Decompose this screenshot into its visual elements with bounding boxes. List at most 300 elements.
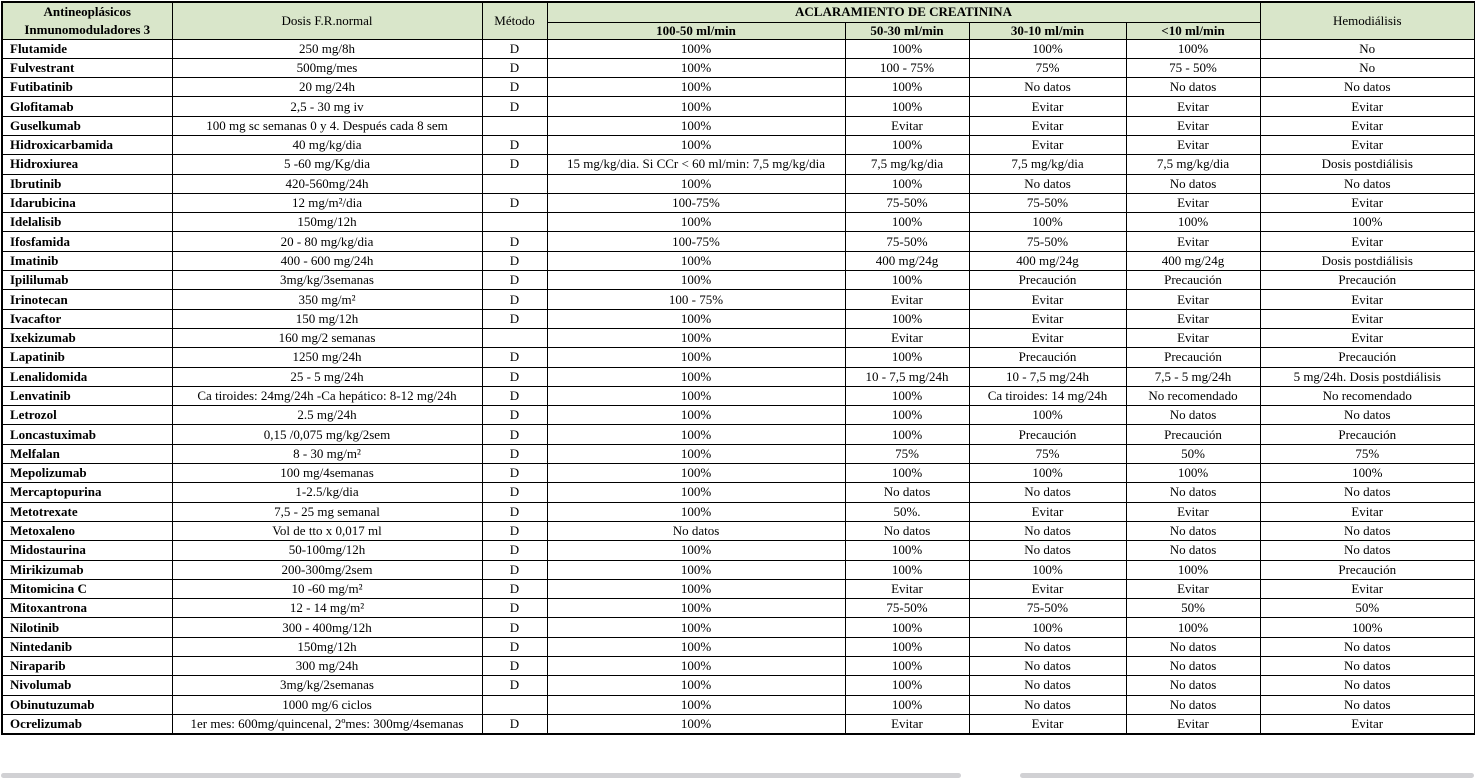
crcl-30-10-cell: 100% (969, 39, 1126, 58)
crcl-30-10-cell: Evitar (969, 116, 1126, 135)
dose-cell: 25 - 5 mg/24h (172, 367, 482, 386)
crcl-30-10-cell: No datos (969, 541, 1126, 560)
crcl-50-30-cell: 75-50% (845, 232, 969, 251)
table-row (2, 541, 1475, 560)
dose-cell: 0,15 /0,075 mg/kg/2sem (172, 425, 482, 444)
drug-name-cell: Ipililumab (2, 271, 172, 290)
hemodialysis-cell: No (1260, 39, 1475, 58)
crcl-30-10-cell: 100% (969, 406, 1126, 425)
crcl-lt10-cell: 75 - 50% (1126, 58, 1260, 77)
crcl-100-50-cell: 100% (547, 714, 845, 733)
table-row (2, 521, 1475, 540)
crcl-50-30-cell: 400 mg/24g (845, 251, 969, 270)
crcl-lt10-cell: Evitar (1126, 290, 1260, 309)
crcl-100-50-cell: 100% (547, 213, 845, 232)
hemodialysis-cell: No datos (1260, 676, 1475, 695)
dose-cell: 100 mg sc semanas 0 y 4. Después cada 8 sem (172, 116, 482, 135)
crcl-100-50-cell: 100% (547, 541, 845, 560)
crcl-30-10-cell: 75% (969, 444, 1126, 463)
dose-cell: 200-300mg/2sem (172, 560, 482, 579)
header-crcl-lt10: <10 ml/min (1126, 22, 1260, 39)
dose-cell: 12 - 14 mg/m² (172, 599, 482, 618)
table-row (2, 367, 1475, 386)
crcl-100-50-cell: 100-75% (547, 193, 845, 212)
table-row (2, 695, 1475, 714)
hemodialysis-cell: No datos (1260, 174, 1475, 193)
crcl-lt10-cell: No datos (1126, 541, 1260, 560)
method-cell: D (482, 78, 547, 97)
table-row (2, 328, 1475, 347)
crcl-50-30-cell: Evitar (845, 579, 969, 598)
hemodialysis-cell: Evitar (1260, 232, 1475, 251)
crcl-50-30-cell: 100% (845, 657, 969, 676)
hemodialysis-cell: 75% (1260, 444, 1475, 463)
crcl-100-50-cell: 100% (547, 483, 845, 502)
drug-name-cell: Mirikizumab (2, 560, 172, 579)
table-row (2, 135, 1475, 154)
hemodialysis-cell: No datos (1260, 637, 1475, 656)
crcl-50-30-cell: 100% (845, 541, 969, 560)
crcl-100-50-cell: 100% (547, 251, 845, 270)
crcl-lt10-cell: Evitar (1126, 328, 1260, 347)
method-cell: D (482, 483, 547, 502)
method-cell (482, 213, 547, 232)
header-creatinine-clearance-group: ACLARAMIENTO DE CREATININA (547, 2, 1260, 22)
dose-cell: 5 -60 mg/Kg/dia (172, 155, 482, 174)
drug-name-cell: Irinotecan (2, 290, 172, 309)
crcl-30-10-cell: No datos (969, 78, 1126, 97)
crcl-50-30-cell: 100% (845, 464, 969, 483)
drug-name-cell: Nilotinib (2, 618, 172, 637)
crcl-50-30-cell: 100% (845, 406, 969, 425)
dose-cell: 1er mes: 600mg/quincenal, 2ºmes: 300mg/4semanas (172, 714, 482, 733)
drug-name-cell: Lenalidomida (2, 367, 172, 386)
crcl-50-30-cell: 100% (845, 135, 969, 154)
dose-cell: 7,5 - 25 mg semanal (172, 502, 482, 521)
header-crcl-50-30: 50-30 ml/min (845, 22, 969, 39)
crcl-50-30-cell: 100% (845, 695, 969, 714)
method-cell: D (482, 386, 547, 405)
table-row (2, 39, 1475, 58)
crcl-lt10-cell: No datos (1126, 483, 1260, 502)
method-cell: D (482, 560, 547, 579)
method-cell: D (482, 579, 547, 598)
crcl-50-30-cell: 100% (845, 425, 969, 444)
drug-name-cell: Ixekizumab (2, 328, 172, 347)
crcl-lt10-cell: Evitar (1126, 714, 1260, 733)
crcl-50-30-cell: 50%. (845, 502, 969, 521)
dose-cell: 300 mg/24h (172, 657, 482, 676)
method-cell: D (482, 521, 547, 540)
drug-name-cell: Obinutuzumab (2, 695, 172, 714)
dose-cell: 10 -60 mg/m² (172, 579, 482, 598)
crcl-30-10-cell: Evitar (969, 714, 1126, 733)
table-row (2, 444, 1475, 463)
drug-name-cell: Mepolizumab (2, 464, 172, 483)
dose-cell: 1250 mg/24h (172, 348, 482, 367)
hemodialysis-cell: Evitar (1260, 309, 1475, 328)
table-row (2, 386, 1475, 405)
crcl-lt10-cell: No datos (1126, 174, 1260, 193)
crcl-50-30-cell: 10 - 7,5 mg/24h (845, 367, 969, 386)
table-row (2, 406, 1475, 425)
crcl-lt10-cell: No datos (1126, 657, 1260, 676)
method-cell: D (482, 637, 547, 656)
hemodialysis-cell: Precaución (1260, 560, 1475, 579)
dose-cell: 20 - 80 mg/kg/dia (172, 232, 482, 251)
dose-cell: 100 mg/4semanas (172, 464, 482, 483)
crcl-50-30-cell: 100 - 75% (845, 58, 969, 77)
drug-name-cell: Imatinib (2, 251, 172, 270)
dose-cell: 1-2.5/kg/dia (172, 483, 482, 502)
crcl-30-10-cell: No datos (969, 483, 1126, 502)
table-row (2, 309, 1475, 328)
crcl-30-10-cell: 75-50% (969, 599, 1126, 618)
crcl-100-50-cell: 100% (547, 58, 845, 77)
method-cell: D (482, 599, 547, 618)
header-crcl-30-10: 30-10 ml/min (969, 22, 1126, 39)
header-drug-line2: Inmunomoduladores 3 (24, 21, 151, 37)
hemodialysis-cell: No datos (1260, 541, 1475, 560)
drug-name-cell: Metotrexate (2, 502, 172, 521)
crcl-100-50-cell: 100% (547, 174, 845, 193)
crcl-50-30-cell: 75-50% (845, 599, 969, 618)
dose-cell: 350 mg/m² (172, 290, 482, 309)
dose-cell: 50-100mg/12h (172, 541, 482, 560)
crcl-50-30-cell: 100% (845, 39, 969, 58)
table-row (2, 290, 1475, 309)
crcl-30-10-cell: Evitar (969, 502, 1126, 521)
drug-name-cell: Ivacaftor (2, 309, 172, 328)
crcl-lt10-cell: Precaución (1126, 425, 1260, 444)
hemodialysis-cell: Dosis postdiálisis (1260, 155, 1475, 174)
crcl-lt10-cell: Evitar (1126, 232, 1260, 251)
drug-name-cell: Loncastuximab (2, 425, 172, 444)
drug-name-cell: Melfalan (2, 444, 172, 463)
hemodialysis-cell: 100% (1260, 618, 1475, 637)
hemodialysis-cell: No (1260, 58, 1475, 77)
hemodialysis-cell: No datos (1260, 406, 1475, 425)
table-header (2, 2, 1475, 39)
drug-name-cell: Futibatinib (2, 78, 172, 97)
method-cell: D (482, 290, 547, 309)
crcl-lt10-cell: 100% (1126, 464, 1260, 483)
drug-name-cell: Fulvestrant (2, 58, 172, 77)
crcl-lt10-cell: 100% (1126, 560, 1260, 579)
dose-cell: 500mg/mes (172, 58, 482, 77)
crcl-50-30-cell: 100% (845, 348, 969, 367)
crcl-30-10-cell: No datos (969, 521, 1126, 540)
crcl-30-10-cell: 100% (969, 618, 1126, 637)
table-row (2, 676, 1475, 695)
dose-cell: 3mg/kg/2semanas (172, 676, 482, 695)
crcl-lt10-cell: 7,5 - 5 mg/24h (1126, 367, 1260, 386)
crcl-100-50-cell: 100% (547, 560, 845, 579)
method-cell: D (482, 58, 547, 77)
crcl-100-50-cell: 100% (547, 271, 845, 290)
crcl-30-10-cell: Ca tiroides: 14 mg/24h (969, 386, 1126, 405)
drug-name-cell: Ocrelizumab (2, 714, 172, 733)
table-row (2, 483, 1475, 502)
hemodialysis-cell: 50% (1260, 599, 1475, 618)
hemodialysis-cell: No datos (1260, 695, 1475, 714)
crcl-30-10-cell: No datos (969, 695, 1126, 714)
hemodialysis-cell: Precaución (1260, 348, 1475, 367)
drug-name-cell: Idelalisib (2, 213, 172, 232)
crcl-30-10-cell: 400 mg/24g (969, 251, 1126, 270)
table-row (2, 251, 1475, 270)
crcl-lt10-cell: 100% (1126, 39, 1260, 58)
hemodialysis-cell: Evitar (1260, 116, 1475, 135)
dose-cell: 420-560mg/24h (172, 174, 482, 193)
crcl-lt10-cell: 400 mg/24g (1126, 251, 1260, 270)
crcl-50-30-cell: 100% (845, 271, 969, 290)
drug-name-cell: Midostaurina (2, 541, 172, 560)
header-dose-column: Dosis F.R.normal (172, 2, 482, 39)
crcl-30-10-cell: Precaución (969, 425, 1126, 444)
crcl-100-50-cell: 100% (547, 599, 845, 618)
hemodialysis-cell: No datos (1260, 657, 1475, 676)
crcl-100-50-cell: 100% (547, 328, 845, 347)
method-cell: D (482, 541, 547, 560)
method-cell: D (482, 502, 547, 521)
crcl-100-50-cell: 100% (547, 406, 845, 425)
table-row (2, 155, 1475, 174)
table-row (2, 193, 1475, 212)
crcl-lt10-cell: Evitar (1126, 193, 1260, 212)
hemodialysis-cell: Evitar (1260, 714, 1475, 733)
crcl-30-10-cell: No datos (969, 637, 1126, 656)
crcl-50-30-cell: 100% (845, 676, 969, 695)
crcl-100-50-cell: 100% (547, 579, 845, 598)
crcl-100-50-cell: 100% (547, 695, 845, 714)
crcl-30-10-cell: 100% (969, 213, 1126, 232)
dose-cell: Ca tiroides: 24mg/24h -Ca hepático: 8-12 mg/24h (172, 386, 482, 405)
crcl-50-30-cell: 100% (845, 386, 969, 405)
header-drug-line1: Antineoplásicos (43, 4, 131, 20)
crcl-100-50-cell: 100% (547, 444, 845, 463)
crcl-30-10-cell: 75% (969, 58, 1126, 77)
dose-cell: 2,5 - 30 mg iv (172, 97, 482, 116)
drug-name-cell: Glofitamab (2, 97, 172, 116)
partial-row-shade-right (1020, 773, 1474, 778)
method-cell: D (482, 271, 547, 290)
drug-name-cell: Niraparib (2, 657, 172, 676)
crcl-100-50-cell: 100% (547, 348, 845, 367)
drug-name-cell: Flutamide (2, 39, 172, 58)
crcl-100-50-cell: 100% (547, 309, 845, 328)
dose-cell: 250 mg/8h (172, 39, 482, 58)
dose-cell: 8 - 30 mg/m² (172, 444, 482, 463)
crcl-30-10-cell: No datos (969, 657, 1126, 676)
crcl-lt10-cell: 7,5 mg/kg/dia (1126, 155, 1260, 174)
crcl-30-10-cell: 7,5 mg/kg/dia (969, 155, 1126, 174)
crcl-100-50-cell: 15 mg/kg/dia. Si CCr < 60 ml/min: 7,5 mg/kg/dia (547, 155, 845, 174)
drug-name-cell: Mercaptopurina (2, 483, 172, 502)
hemodialysis-cell: Evitar (1260, 579, 1475, 598)
crcl-50-30-cell: Evitar (845, 714, 969, 733)
crcl-100-50-cell: 100% (547, 502, 845, 521)
hemodialysis-cell: 100% (1260, 213, 1475, 232)
dose-cell: 1000 mg/6 ciclos (172, 695, 482, 714)
crcl-30-10-cell: Precaución (969, 348, 1126, 367)
table-body (2, 39, 1475, 734)
header-drug-column (2, 2, 172, 39)
crcl-30-10-cell: Evitar (969, 328, 1126, 347)
hemodialysis-cell: No recomendado (1260, 386, 1475, 405)
crcl-50-30-cell: No datos (845, 483, 969, 502)
header-hemodialysis-column: Hemodiálisis (1260, 2, 1475, 39)
crcl-50-30-cell: 100% (845, 97, 969, 116)
hemodialysis-cell: No datos (1260, 483, 1475, 502)
hemodialysis-cell: Dosis postdiálisis (1260, 251, 1475, 270)
crcl-lt10-cell: Precaución (1126, 348, 1260, 367)
drug-name-cell: Nivolumab (2, 676, 172, 695)
dose-cell: 20 mg/24h (172, 78, 482, 97)
dose-cell: 150mg/12h (172, 213, 482, 232)
crcl-lt10-cell: No datos (1126, 521, 1260, 540)
crcl-50-30-cell: Evitar (845, 328, 969, 347)
hemodialysis-cell: 100% (1260, 464, 1475, 483)
crcl-100-50-cell: 100% (547, 116, 845, 135)
table-row (2, 714, 1475, 733)
crcl-100-50-cell: 100% (547, 135, 845, 154)
dose-cell: 300 - 400mg/12h (172, 618, 482, 637)
drug-name-cell: Lapatinib (2, 348, 172, 367)
crcl-50-30-cell: 100% (845, 618, 969, 637)
crcl-30-10-cell: No datos (969, 676, 1126, 695)
crcl-30-10-cell: 100% (969, 560, 1126, 579)
table-row (2, 425, 1475, 444)
drug-name-cell: Hidroxiurea (2, 155, 172, 174)
method-cell: D (482, 135, 547, 154)
drug-name-cell: Ifosfamida (2, 232, 172, 251)
crcl-50-30-cell: 100% (845, 213, 969, 232)
table-row (2, 271, 1475, 290)
hemodialysis-cell: Evitar (1260, 135, 1475, 154)
method-cell: D (482, 657, 547, 676)
crcl-50-30-cell: No datos (845, 521, 969, 540)
method-cell: D (482, 464, 547, 483)
crcl-100-50-cell: 100% (547, 637, 845, 656)
dose-cell: 150mg/12h (172, 637, 482, 656)
table-row (2, 599, 1475, 618)
crcl-100-50-cell: 100% (547, 425, 845, 444)
crcl-50-30-cell: 100% (845, 78, 969, 97)
hemodialysis-cell: No datos (1260, 78, 1475, 97)
dose-cell: 160 mg/2 semanas (172, 328, 482, 347)
header-crcl-100-50: 100-50 ml/min (547, 22, 845, 39)
table-row (2, 618, 1475, 637)
crcl-lt10-cell: No datos (1126, 637, 1260, 656)
table-row (2, 232, 1475, 251)
crcl-50-30-cell: 7,5 mg/kg/dia (845, 155, 969, 174)
crcl-30-10-cell: 100% (969, 464, 1126, 483)
drug-name-cell: Metoxaleno (2, 521, 172, 540)
table-row (2, 116, 1475, 135)
drug-name-cell: Mitoxantrona (2, 599, 172, 618)
method-cell: D (482, 39, 547, 58)
table-row (2, 174, 1475, 193)
table-row (2, 348, 1475, 367)
crcl-100-50-cell: 100% (547, 97, 845, 116)
table-row (2, 579, 1475, 598)
hemodialysis-cell: Evitar (1260, 193, 1475, 212)
method-cell: D (482, 618, 547, 637)
method-cell: D (482, 97, 547, 116)
crcl-100-50-cell: 100-75% (547, 232, 845, 251)
crcl-100-50-cell: 100% (547, 367, 845, 386)
drug-name-cell: Idarubicina (2, 193, 172, 212)
crcl-100-50-cell: 100% (547, 676, 845, 695)
method-cell: D (482, 251, 547, 270)
crcl-lt10-cell: No recomendado (1126, 386, 1260, 405)
crcl-50-30-cell: Evitar (845, 290, 969, 309)
method-cell: D (482, 714, 547, 733)
crcl-100-50-cell: 100% (547, 618, 845, 637)
crcl-30-10-cell: No datos (969, 174, 1126, 193)
crcl-30-10-cell: Evitar (969, 309, 1126, 328)
crcl-100-50-cell: 100% (547, 386, 845, 405)
crcl-100-50-cell: 100% (547, 464, 845, 483)
crcl-50-30-cell: 75% (845, 444, 969, 463)
method-cell (482, 116, 547, 135)
table-row (2, 464, 1475, 483)
drug-name-cell: Nintedanib (2, 637, 172, 656)
method-cell: D (482, 155, 547, 174)
method-cell (482, 328, 547, 347)
drug-name-cell: Letrozol (2, 406, 172, 425)
table-row (2, 560, 1475, 579)
table-row (2, 213, 1475, 232)
hemodialysis-cell: Evitar (1260, 502, 1475, 521)
crcl-50-30-cell: Evitar (845, 116, 969, 135)
crcl-lt10-cell: Evitar (1126, 502, 1260, 521)
header-method-column: Método (482, 2, 547, 39)
method-cell: D (482, 367, 547, 386)
crcl-lt10-cell: Evitar (1126, 309, 1260, 328)
crcl-30-10-cell: Precaución (969, 271, 1126, 290)
crcl-30-10-cell: 10 - 7,5 mg/24h (969, 367, 1126, 386)
table-row (2, 637, 1475, 656)
drug-name-cell: Hidroxicarbamida (2, 135, 172, 154)
hemodialysis-cell: Precaución (1260, 271, 1475, 290)
method-cell: D (482, 348, 547, 367)
crcl-100-50-cell: 100 - 75% (547, 290, 845, 309)
hemodialysis-cell: Evitar (1260, 328, 1475, 347)
crcl-50-30-cell: 100% (845, 174, 969, 193)
crcl-50-30-cell: 100% (845, 560, 969, 579)
table-row (2, 97, 1475, 116)
partial-next-row (0, 771, 1475, 780)
crcl-50-30-cell: 100% (845, 637, 969, 656)
table-row (2, 657, 1475, 676)
method-cell (482, 174, 547, 193)
partial-row-shade-left (1, 773, 961, 778)
crcl-lt10-cell: Evitar (1126, 97, 1260, 116)
crcl-30-10-cell: Evitar (969, 290, 1126, 309)
crcl-30-10-cell: Evitar (969, 579, 1126, 598)
dose-cell: 400 - 600 mg/24h (172, 251, 482, 270)
crcl-30-10-cell: 75-50% (969, 193, 1126, 212)
crcl-lt10-cell: 50% (1126, 599, 1260, 618)
dose-cell: 40 mg/kg/dia (172, 135, 482, 154)
method-cell: D (482, 232, 547, 251)
crcl-lt10-cell: No datos (1126, 695, 1260, 714)
method-cell (482, 695, 547, 714)
dose-cell: 2.5 mg/24h (172, 406, 482, 425)
crcl-lt10-cell: Precaución (1126, 271, 1260, 290)
